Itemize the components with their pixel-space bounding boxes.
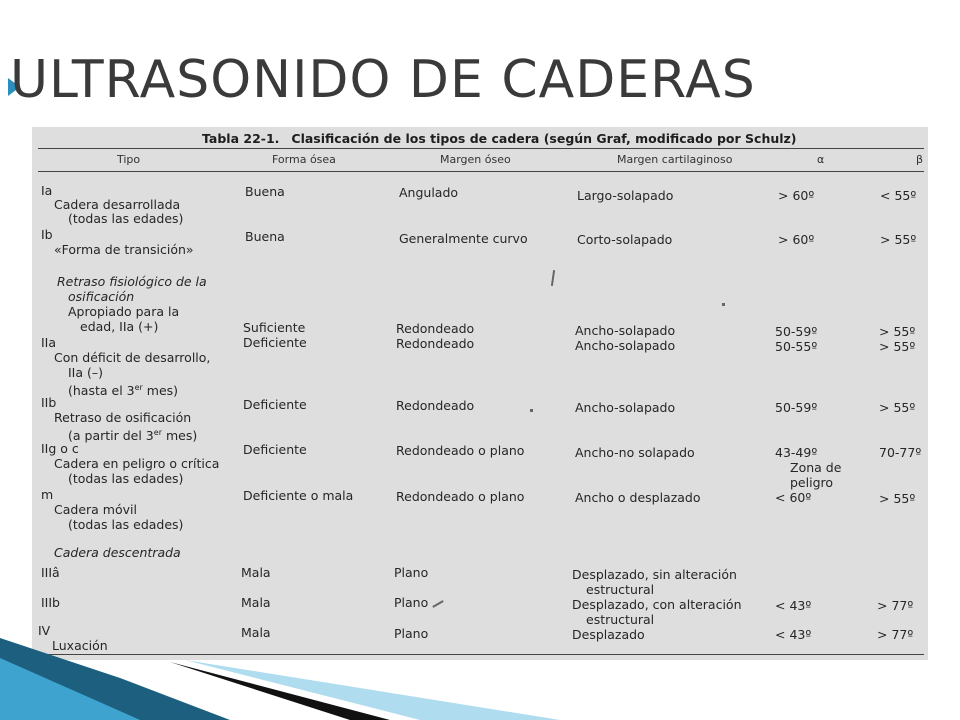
row-iib-desc-2: (a partir del 3er mes) — [68, 428, 198, 444]
row-retraso-cartilaginoso: Ancho-solapado — [575, 323, 676, 338]
row-ia-tipo: Ia — [41, 183, 53, 198]
row-iig-desc-2: (todas las edades) — [68, 471, 184, 486]
row-iig-tipo: IIg o c — [41, 441, 79, 456]
row-m-alpha: < 60º — [775, 490, 812, 505]
slide-title: ULTRASONIDO DE CADERAS — [10, 50, 756, 110]
row-ib-cartilaginoso: Corto-solapado — [577, 232, 673, 247]
header-margen-cartilaginoso: Margen cartilaginoso — [617, 153, 733, 166]
row-iiia-margen: Plano — [394, 565, 429, 580]
pen-mark — [432, 600, 443, 608]
row-iib-desc: Retraso de osificación — [54, 410, 192, 425]
header-alpha: α — [817, 153, 825, 166]
header-beta: β — [916, 153, 924, 166]
row-iib-margen: Redondeado — [396, 398, 475, 413]
row-iv-forma: Mala — [241, 625, 271, 640]
row-m-beta: > 55º — [879, 491, 916, 506]
header-margen-oseo: Margen óseo — [440, 153, 511, 166]
row-iib-forma: Deficiente — [243, 397, 307, 412]
row-iig-margen: Redondeado o plano — [396, 443, 525, 458]
row-iiia-cartilaginoso-2: estructural — [586, 582, 655, 597]
row-iiib-tipo: IIIb — [41, 595, 60, 610]
table-caption-text: Clasificación de los tipos de cadera (según Graf, modificado por Schulz) — [291, 131, 797, 146]
row-ib-margen: Generalmente curvo — [399, 231, 528, 246]
row-iiib-beta: > 77º — [877, 598, 914, 613]
row-iiia-forma: Mala — [241, 565, 271, 580]
row-iv-margen: Plano — [394, 626, 429, 641]
row-iia-beta: > 55º — [879, 339, 916, 354]
row-m-desc-2: (todas las edades) — [68, 517, 184, 532]
row-iig-forma: Deficiente — [243, 442, 307, 457]
row-iia-forma: Deficiente — [243, 335, 307, 350]
row-retraso-desc-2: edad, IIa (+) — [80, 319, 159, 334]
row-retraso-margen: Redondeado — [396, 321, 475, 336]
row-ib-desc: «Forma de transición» — [54, 242, 194, 257]
header-forma-osea: Forma ósea — [272, 153, 336, 166]
row-iia-cartilaginoso: Ancho-solapado — [575, 338, 676, 353]
row-iiia-cartilaginoso: Desplazado, sin alteración — [572, 567, 737, 582]
row-iib-tipo: IIb — [41, 395, 57, 410]
row-m-forma: Deficiente o mala — [243, 488, 354, 503]
row-iia-margen: Redondeado — [396, 336, 475, 351]
row-iig-zona-2: peligro — [790, 475, 834, 490]
row-iia-tipo: IIa — [41, 335, 57, 350]
pen-mark — [551, 270, 555, 286]
row-iv-beta: > 77º — [877, 627, 914, 642]
scan-speck — [530, 409, 533, 412]
header-tipo: Tipo — [117, 153, 141, 166]
row-iib-alpha: 50-59º — [775, 400, 818, 415]
row-iig-cartilaginoso: Ancho-no solapado — [575, 445, 695, 460]
scanned-table — [32, 127, 928, 660]
row-iv-cartilaginoso: Desplazado — [572, 627, 645, 642]
row-m-cartilaginoso: Ancho o desplazado — [575, 490, 701, 505]
row-ia-desc-2: (todas las edades) — [68, 211, 184, 226]
row-retraso-label-2: osificación — [68, 289, 135, 304]
row-retraso-forma: Suficiente — [243, 320, 306, 335]
row-iv-desc: Luxación — [52, 638, 108, 653]
row-ib-alpha: > 60º — [778, 232, 815, 247]
row-iig-beta: 70-77º — [879, 445, 922, 460]
row-iv-tipo: IV — [38, 623, 51, 638]
row-ib-beta: > 55º — [880, 232, 917, 247]
row-retraso-desc: Apropiado para la — [68, 304, 180, 319]
row-iig-zona: Zona de — [790, 460, 842, 475]
row-iia-desc-2: IIa (–) — [68, 365, 104, 380]
row-iiib-margen: Plano — [394, 595, 429, 610]
row-retraso-alpha: 50-59º — [775, 324, 818, 339]
row-iiib-cartilaginoso-2: estructural — [586, 612, 655, 627]
corner-swoosh-decor — [0, 638, 960, 720]
table-number: Tabla 22-1. — [202, 131, 280, 146]
row-ia-forma: Buena — [245, 184, 285, 199]
row-iiib-alpha: < 43º — [775, 598, 812, 613]
table-caption — [202, 131, 797, 146]
row-m-margen: Redondeado o plano — [396, 489, 525, 504]
row-ia-margen: Angulado — [399, 185, 459, 200]
row-iiib-forma: Mala — [241, 595, 271, 610]
row-ia-desc: Cadera desarrollada — [54, 197, 181, 212]
row-iig-desc: Cadera en peligro o crítica — [54, 456, 220, 471]
row-ia-alpha: > 60º — [778, 188, 815, 203]
row-iib-beta: > 55º — [879, 400, 916, 415]
row-iiia-tipo: IIIâ — [41, 565, 60, 580]
row-m-tipo: m — [41, 487, 54, 502]
row-iia-desc: Con déficit de desarrollo, — [54, 350, 211, 365]
row-ia-cartilaginoso: Largo-solapado — [577, 188, 674, 203]
row-retraso-beta: > 55º — [879, 324, 916, 339]
row-iia-desc-3: (hasta el 3er mes) — [68, 383, 179, 399]
header-bottom-rule — [38, 171, 924, 172]
row-iv-alpha: < 43º — [775, 627, 812, 642]
row-iia-alpha: 50-55º — [775, 339, 818, 354]
row-ib-tipo: Ib — [41, 227, 53, 242]
row-iig-alpha: 43-49º — [775, 445, 818, 460]
row-ib-forma: Buena — [245, 229, 285, 244]
row-retraso-label: Retraso fisiológico de la — [57, 274, 207, 289]
scan-speck — [722, 303, 725, 306]
row-m-desc: Cadera móvil — [54, 502, 137, 517]
row-iib-cartilaginoso: Ancho-solapado — [575, 400, 676, 415]
table-top-rule — [38, 148, 924, 149]
row-iiib-cartilaginoso: Desplazado, con alteración — [572, 597, 742, 612]
row-ia-beta: < 55º — [880, 188, 917, 203]
section-descentrada-label: Cadera descentrada — [54, 545, 181, 560]
